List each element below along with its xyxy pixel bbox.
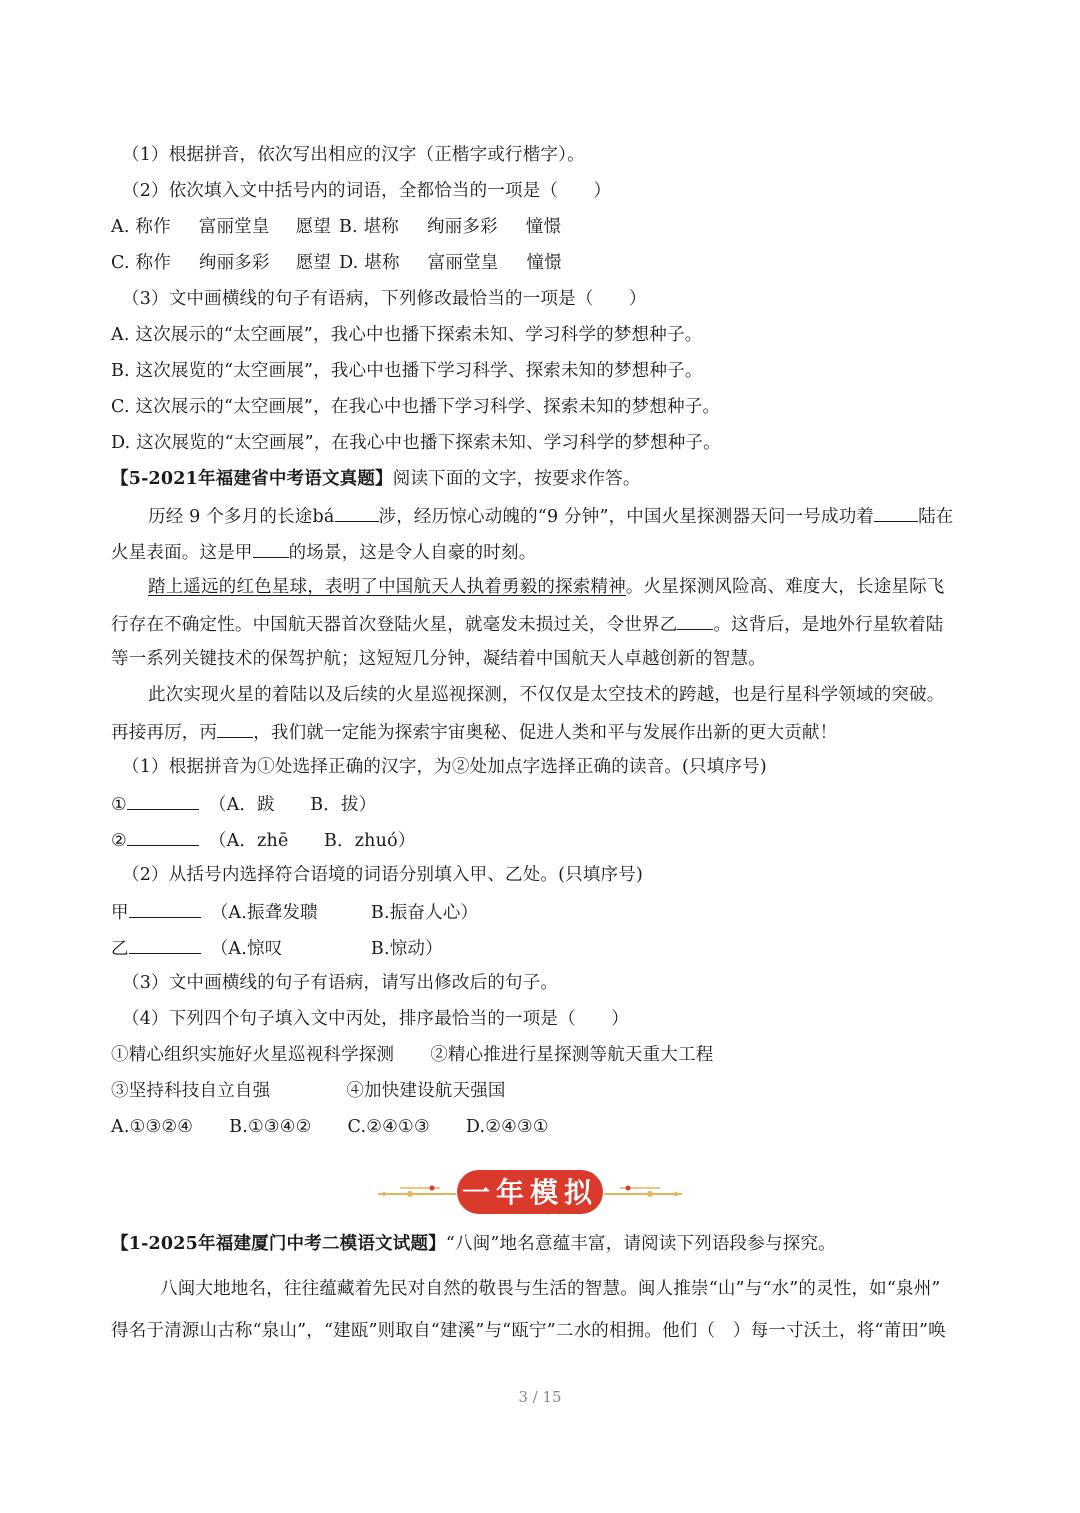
passage-text: 火星表面。这是甲 [111, 543, 253, 563]
choice-option: B.①③④② [229, 1117, 312, 1137]
sentence-option: ①精心组织实施好火星巡视科学探测 [111, 1045, 395, 1065]
choice-row [111, 1115, 549, 1139]
option-text: 愿望 [295, 217, 331, 237]
question-header [111, 467, 641, 491]
answer-label: ② [111, 831, 127, 851]
underlined-sentence: 踏上遥远的红色星球，表明了中国航天人执着勇毅的探索精神 [148, 577, 626, 597]
passage-line [148, 503, 954, 529]
fill-blank [253, 539, 289, 558]
answer-label: ① [111, 795, 127, 815]
answer-options: （A．zhē B．zhuó） [208, 831, 416, 851]
passage-line [111, 539, 536, 565]
passage-text: 。这背后，是地外行星软着陆 [713, 615, 944, 635]
answer-options: （A.振聋发聩 B.振奋人心） [210, 903, 479, 923]
option-line: C. 这次展示的“太空画展”，在我心中也播下学习科学、探索未知的梦想种子。 [111, 397, 721, 417]
passage-text: 涉，经历惊心动魄的“9 分钟”，中国火星探测器天问一号成功着 [378, 507, 875, 527]
answer-row [111, 791, 376, 817]
question-item: （2）依次填入文中括号内的词语，全都恰当的一项是（ ） [122, 181, 612, 201]
answer-blank[interactable] [127, 827, 199, 846]
question-item: （1）根据拼音，依次写出相应的汉字（正楷字或行楷字）。 [122, 145, 585, 165]
option-line: D. 这次展览的“太空画展”，在我心中也播下探索未知、学习科学的梦想种子。 [111, 433, 721, 453]
option-text: 憧憬 [526, 253, 562, 273]
passage-line: 此次实现火星的着陆以及后续的火星巡视探测，不仅仅是太空技术的跨越，也是行星科学领域的突破。 [148, 685, 945, 705]
question-instruction: “八闽”地名意蕴丰富，请阅读下列语段参与探究。 [445, 1234, 836, 1254]
passage-text: ，我们就一定能为探索宇宙奥秘、促进人类和平与发展作出新的更大贡献！ [253, 723, 838, 743]
choice-option: D.②④③① [465, 1117, 549, 1137]
sentence-option: ②精心推进行星探测等航天重大工程 [430, 1045, 714, 1065]
passage-line [111, 719, 837, 745]
answer-blank[interactable] [129, 899, 201, 918]
option-text: C. 称作 [111, 253, 171, 273]
question-item: （3）文中画横线的句子有语病，请写出修改后的句子。 [122, 973, 559, 993]
sentence-option: ④加快建设航天强国 [346, 1081, 506, 1101]
answer-row [111, 899, 478, 925]
option-text: 富丽堂皇 [427, 253, 499, 273]
passage-text: 行存在不确定性。中国航天器首次登陆火星，就毫发未损过关，令世界乙 [111, 615, 678, 635]
choice-option: A.①③②④ [111, 1117, 194, 1137]
banner-left-ornament [378, 1186, 456, 1198]
passage-line: 得名于清源山古称“泉山”，“建瓯”则取自“建溪”与“瓯宁”二水的相拥。他们（ ）每一寸沃土，将“莆田”唤 [111, 1321, 946, 1341]
option-row [111, 215, 561, 239]
question-item: （1）根据拼音为①处选择正确的汉字，为②处加点字选择正确的读音。(只填序号) [122, 757, 767, 777]
passage-text: 陆在 [918, 507, 954, 527]
banner-title: 一年模拟 [461, 1176, 599, 1209]
answer-label: 甲 [111, 903, 129, 923]
option-row [111, 251, 562, 275]
passage-line: 等一系列关键技术的保驾护航；这短短几分钟，凝结着中国航天人卓越创新的智慧。 [111, 649, 766, 669]
question-instruction: 阅读下面的文字，按要求作答。 [392, 469, 641, 489]
passage-text: 的场景，这是令人自豪的时刻。 [288, 543, 537, 563]
answer-options: （A．跋 B．拔） [208, 795, 377, 815]
answer-options: （A.惊叹 B.惊动） [210, 939, 443, 959]
sentence-option: ③坚持科技自立自强 [111, 1081, 271, 1101]
answer-row [111, 935, 443, 961]
sentence-options-row [111, 1079, 506, 1103]
page-number: 3 / 15 [518, 1388, 562, 1406]
fill-blank [335, 503, 379, 522]
option-line: A. 这次展示的“太空画展”，我心中也播下探索未知、学习科学的梦想种子。 [111, 325, 703, 345]
passage-text: 再接再厉，丙 [111, 723, 218, 743]
option-text: D. 堪称 [339, 253, 400, 273]
answer-label: 乙 [111, 939, 129, 959]
question-item: （3）文中画横线的句子有语病，下列修改最恰当的一项是（ ） [122, 289, 647, 309]
option-text: B. 堪称 [338, 217, 399, 237]
answer-blank[interactable] [127, 791, 199, 810]
fill-blank [677, 611, 713, 630]
option-text: 憧憬 [525, 217, 562, 237]
passage-text: 历经 9 个多月的长途bá [148, 507, 335, 527]
banner-right-ornament [604, 1186, 682, 1198]
choice-option: C.②④①③ [347, 1117, 430, 1137]
option-line: B. 这次展览的“太空画展”，我心中也播下学习科学、探索未知的梦想种子。 [111, 361, 703, 381]
fill-blank [874, 503, 918, 522]
sentence-options-row [111, 1043, 713, 1067]
passage-line [148, 575, 945, 599]
option-text: 愿望 [295, 253, 332, 273]
answer-row [111, 827, 416, 853]
passage-line: 八闽大地地名，往往蕴藏着先民对自然的敬畏与生活的智慧。闽人推崇“山”与“水”的灵性，如“泉州” [160, 1279, 941, 1299]
question-source: 【1-2025年福建厦门中考二模语文试题】 [111, 1234, 446, 1254]
passage-line [111, 611, 944, 637]
answer-blank[interactable] [129, 935, 201, 954]
option-text: 富丽堂皇 [198, 217, 270, 237]
option-text: 绚丽多彩 [426, 217, 498, 237]
option-text: 绚丽多彩 [198, 253, 270, 273]
question-header [111, 1232, 836, 1256]
option-text: A. 称作 [111, 217, 171, 237]
question-item: （2）从括号内选择符合语境的词语分别填入甲、乙处。(只填序号) [122, 865, 643, 885]
question-source: 【5-2021年福建省中考语文真题】 [111, 469, 393, 489]
fill-blank [217, 719, 253, 738]
question-item: （4）下列四个句子填入文中丙处，排序最恰当的一项是（ ） [122, 1009, 629, 1029]
section-banner [370, 1166, 690, 1218]
passage-text: 。火星探测风险高、难度大，长途星际飞 [625, 577, 945, 597]
